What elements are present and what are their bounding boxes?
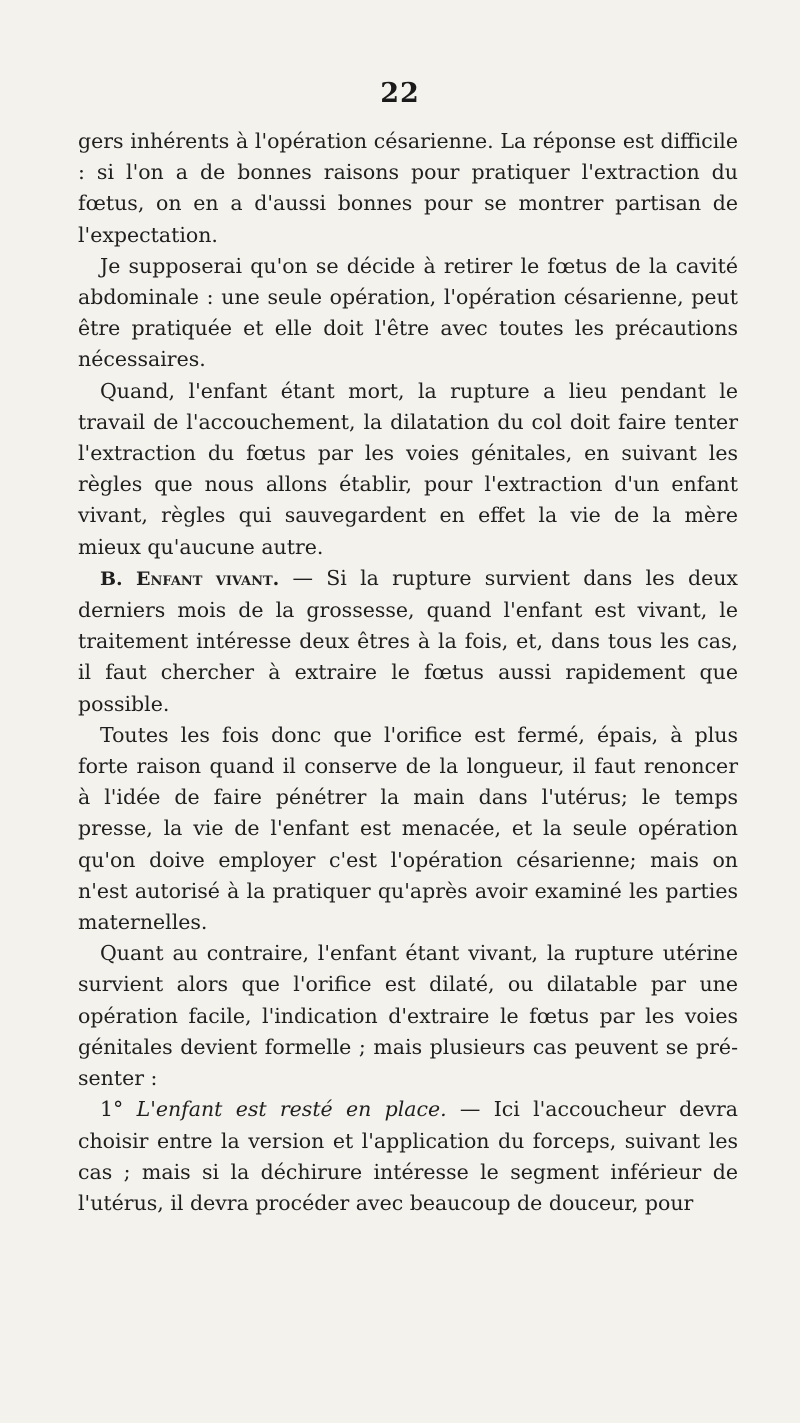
italic-subheading: L'enfant est resté en place. bbox=[136, 1097, 447, 1122]
paragraph-numbered bbox=[78, 1094, 738, 1219]
paragraph-section-b bbox=[78, 563, 738, 720]
paragraph-text: — Ici l'accoucheur devra choisir entre la version et l'application du forceps, suivant les cas ; mais si la déchirure intéresse le segment inférieur de l'utérus, il devra procéder avec beaucoup de douceur, pour bbox=[78, 1097, 738, 1215]
section-heading-inline: B. Enfant vivant. bbox=[100, 567, 280, 590]
paragraph-text: Je supposerai qu'on se décide à retirer le fœtus de la cavité abdominale : une seule opération, l'opération césarienne, peut être pratiquée et elle doit l'être avec toutes les précautions nécessaires. bbox=[78, 253, 738, 372]
paragraph bbox=[78, 720, 738, 938]
paragraph bbox=[78, 251, 738, 376]
paragraph-text: — Si la rupture survient dans les deux derniers mois de la grossesse, quand l'enfant est vivant, le traitement intéresse deux êtres à la fois, et, dans tous les cas, il faut chercher à extraire le fœtus aussi rapidement que possible. bbox=[78, 565, 738, 716]
body-text bbox=[78, 126, 738, 1219]
list-number: 1° bbox=[100, 1097, 137, 1122]
paragraph bbox=[78, 938, 738, 1094]
paragraph-text: Quand, l'enfant étant mort, la rupture a lieu pendant le travail de l'accouchement, la dilatation du col doit faire tenter l'extraction du fœtus par les voies génitales, en suivant les règles que nous allons établir, pour l'extraction d'un enfant vivant, règles qui sauvegardent en effet la vie de la mère mieux qu'aucune autre. bbox=[78, 378, 738, 559]
paragraph-continuation bbox=[78, 126, 738, 251]
paragraph-text: Quant au contraire, l'enfant étant vivant, la rupture utérine survient alors que l'orifice est dilaté, ou dilatable par une opération facile, l'indication d'extraire le fœtus par les voies génitales devient formelle ; mais plusieurs cas peuvent se présenter : bbox=[78, 941, 738, 1091]
paragraph-text: Toutes les fois donc que l'orifice est fermé, épais, à plus forte raison quand il conserve de la longueur, il faut renoncer à l'idée de faire pénétrer la main dans l'utérus; le temps presse, la vie de l'enfant est menacée, et la seule opération qu'on doive employer c'est l'opération césarienne; mais on n'est autorisé à la pratiquer qu'après avoir examiné les parties maternelles. bbox=[78, 722, 738, 935]
page-number: 22 bbox=[380, 78, 420, 109]
paragraph bbox=[78, 376, 738, 563]
paragraph-text: gers inhérents à l'opération césarienne. La réponse est difficile : si l'on a de bonnes raisons pour pratiquer l'extraction du fœtus, on en a d'aussi bonnes pour se montrer partisan de l'expectation. bbox=[78, 129, 738, 247]
